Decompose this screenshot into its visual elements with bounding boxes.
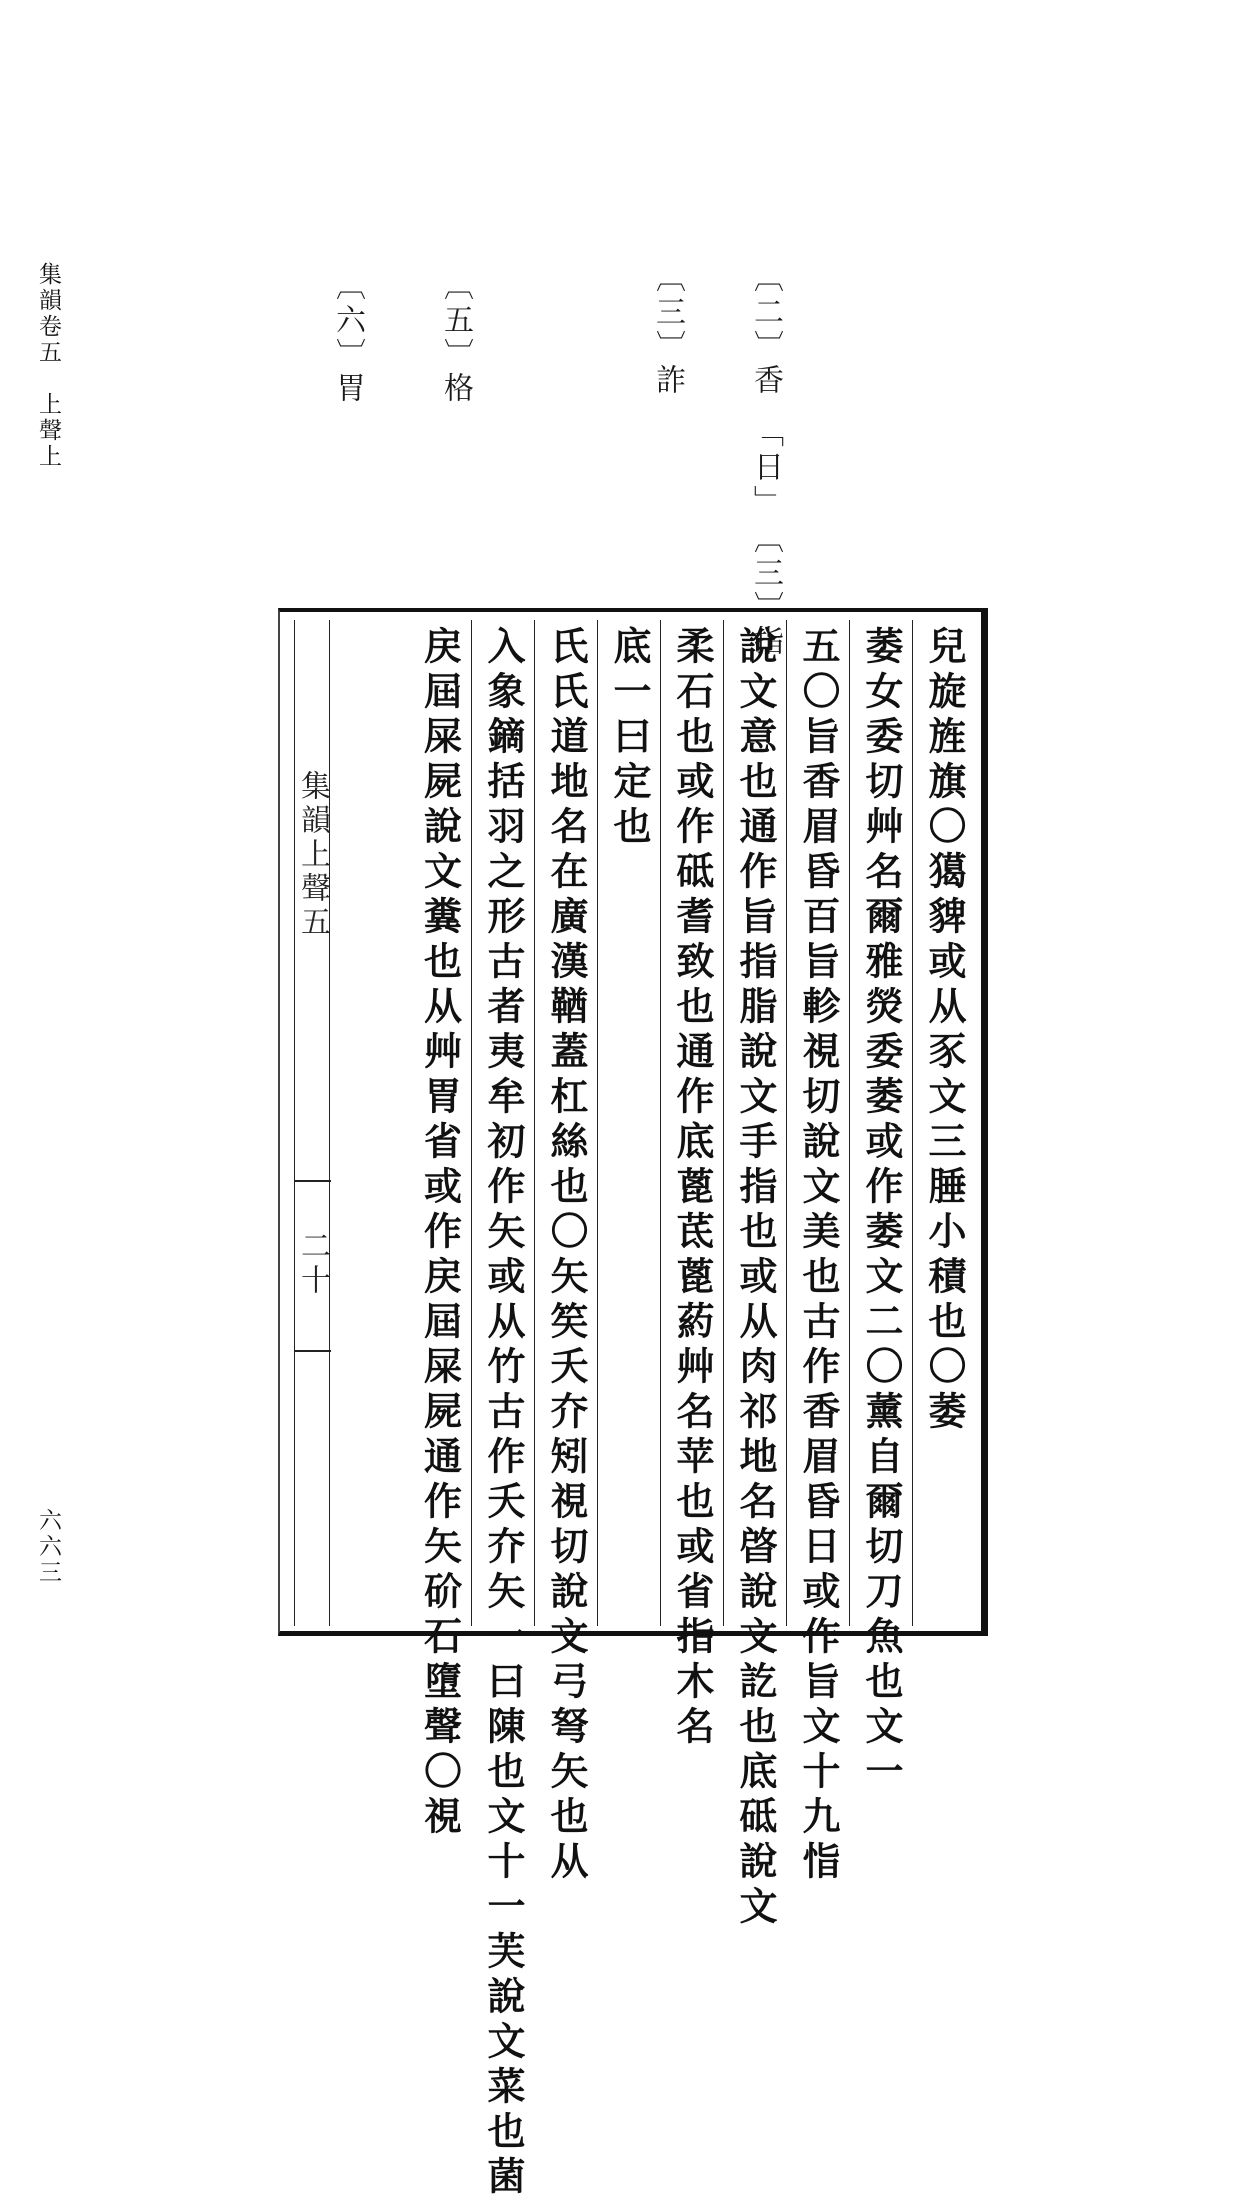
fold-divider [295, 1180, 331, 1182]
running-header: 集韻卷五 上聲上 [35, 262, 61, 470]
fold-strip [294, 620, 330, 1626]
column-text: 萎女委切艸名爾雅熒委萎或作萎文二〇薰自爾切刀魚也文一 [859, 626, 904, 1796]
collation-note-6: 〔六〕胃 [330, 270, 365, 406]
print-column-4 [723, 620, 786, 1931]
print-column-1 [912, 620, 975, 1626]
column-text: 兒旋旌旗〇獦貏或从豕文三腄小積也〇萎 [922, 626, 967, 1436]
column-text: 入象鏑括羽之形古者夷牟初作矢或从竹古作夭夰矢一曰陳也文十一芙說文菜也菌 [481, 626, 526, 2201]
print-column-3 [786, 620, 849, 1886]
column-text: 五〇旨香眉昏百旨軫視切說文美也古作香眉昏日或作旨文十九恉 [796, 626, 841, 1886]
collation-note-2: 〔二〕香 「日」 〔三〕指 [748, 262, 783, 659]
column-text: 柔石也或作砥耆致也通作底蓖茋蓖葯艸名苹也或省指木名 [670, 626, 715, 1751]
print-column-7 [534, 620, 597, 1886]
print-column-5 [660, 620, 723, 1751]
fold-strip-number: 二十 [295, 1230, 330, 1298]
print-columns [408, 620, 975, 2201]
page-number: 六六三 [35, 1508, 61, 1586]
column-text: 說文意也通作旨指脂說文手指也或从肉祁地名晵說文訖也底砥說文 [733, 626, 778, 1931]
fold-divider [295, 1350, 331, 1352]
collation-note-3: 〔三〕詐 [650, 262, 685, 398]
collation-note-5: 〔五〕格 [438, 270, 473, 406]
print-column-9 [408, 620, 471, 1841]
column-text: 戻屆屎屍說文糞也从艸胃省或作戻屆屎屍通作矢砎石墮聲〇視 [417, 626, 463, 1841]
fold-strip-title: 集韻上聲五 [295, 770, 330, 940]
column-text: 氏氏道地名在廣漢鞧蓋杠絲也〇矢笶夭夰矧視切說文弓弩矢也从 [544, 626, 589, 1886]
print-column-2 [849, 620, 912, 1796]
print-column-8 [471, 620, 534, 2201]
column-text: 底一曰定也 [607, 626, 652, 851]
print-column-6 [597, 620, 660, 1626]
printed-page-block [278, 608, 988, 2201]
